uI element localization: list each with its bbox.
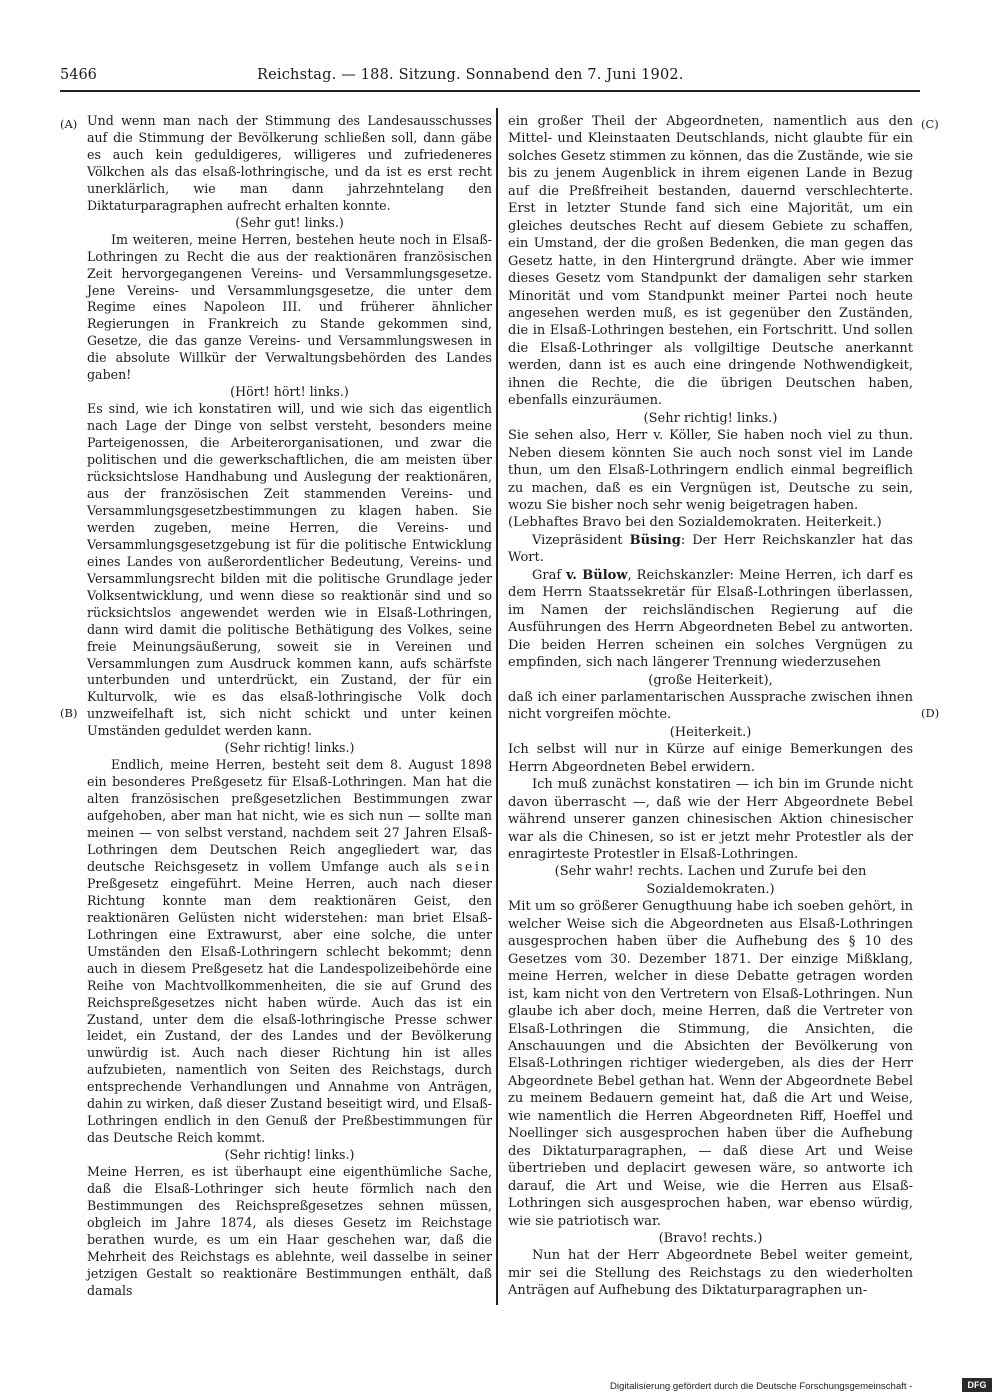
paragraph: Ich selbst will nur in Kürze auf einige Bemerkungen des Herrn Abgeordneten Bebel erwidern. [508, 742, 913, 775]
digitization-credit: Digitalisierung gefördert durch die Deutsche Forschungsgemeinschaft - [610, 1381, 913, 1392]
speaker-name: v. Bülow [566, 567, 628, 583]
interjection: (Lebhaftes Bravo bei den Sozialdemokraten. Heiterkeit.) [508, 515, 882, 531]
paragraph: Sie sehen also, Herr v. Köller, Sie haben noch viel zu thun. Neben diesem könnten Sie auch noch sonst viel im Lande thun, um den Elsaß-Lothringern endlich einmal begreiflich zu machen, daß es ein Vergnügen ist, Deutsche zu sein, wozu Sie bisher noch sehr wenig beigetragen haben. [508, 428, 913, 513]
header-rule [60, 90, 920, 92]
paragraph: Es sind, wie ich konstatiren will, und wie sich das eigentlich nach Lage der Dinge von selbst versteht, besonders meine Parteigenossen, die Arbeiterorganisationen, und zwar die politischen und die gewerkschaftlichen, die am meisten über rücksichtslose Handhabung und Auslegung der reaktionären, aus der französischen Zeit stammenden Vereins- und Versammlungsgesetzbestimmungen zu klagen haben. Sie werden zugeben, meine Herren, die Vereins- und Versammlungsgesetzgebung ist für die politische Entwicklung eines Landes von außerordentlicher Bedeutung, Vereins- und Versammlungsrecht bilden mit die politische Grundlage jeder Volksentwicklung, und wenn diese so reaktionär sind und so rücksichtslos angewendet werden wie in Elsaß-Lothringen, dann wird damit die politische Bethätigung des Volkes, seine freie Meinungsäußerung, soweit sie in Vereinen und Versammlungen zum Ausdruck kommen kann, aufs schärfste unterbunden und unterdrückt, ein Zustand, der für ein Kulturvolk, wie es das elsaß-lothringische Volk doch unzweifelhaft ist, sich nicht schickt und unter keinen Umständen geduldet werden kann. [87, 401, 492, 739]
speaker-role: Graf [532, 567, 567, 583]
paragraph-text: Endlich, meine Herren, besteht seit dem 8. August 1898 ein besonderes Preßgesetz für Elsaß-Lothringen. Man hat die alten französischen preßgesetzlichen Bestimmungen zwar aufgehoben, aber man hat nicht, wie es sich nun — sollte man meinen — von selbst verstand, nachdem seit 27 Jahren Elsaß-Lothringen dem Deutschen Reich angegliedert war, das deutsche Reichsgesetz in vollem Umfange auch als [87, 757, 492, 874]
margin-mark-c: (C) [921, 117, 939, 131]
paragraph-text: Preßgesetz eingeführt. Meine Herren, auch nach dieser Richtung konnte man dem reaktionären Geist, den reaktionären Gelüsten nicht widerstehen: man briet Elsaß-Lothringen eine Extrawurst, aber eine solche, die unter Umständen den Elsaß-Lothringern schlecht bekommt; denn auch in diesem Preßgesetz hat die Landespolizeibehörde eine Reihe von Machtvollkommenheiten, die sie auf Grund des Reichspreßgesetzes nicht haben würde. Auch das ist ein Zustand, unter dem die elsaß-lothringische Presse schwer leidet, ein Zustand, der des Landes und der Bevölkerung unwürdig ist. Auch nach dieser Richtung hin ist alles aufzubieten, namentlich von Seiten des Reichstags, durch entsprechende Verhandlungen und Annahme von Anträgen, dahin zu wirken, daß dieser Zustand beseitigt wird, und Elsaß-Lothringen endlich in den Genuß der Preßbestimmungen für das Deutsche Reich kommt. [87, 875, 492, 1146]
interjection: (Sehr richtig! links.) [224, 1147, 355, 1163]
paragraph: Und wenn man nach der Stimmung des Landesausschusses auf die Stimmung der Bevölkerung schließen soll, dann gäbe es auch kein geduldigeres, willigeres und zufriedeneres Völkchen als das elsaß-lothringische, und da ist es erst recht unerklärlich, wie man dann jahrzehntelang den Diktaturparagraphen aufrecht erhalten konnte. [87, 113, 492, 213]
paragraph: Ich muß zunächst konstatiren — ich bin im Grunde nicht davon überrascht —, daß wie der Herr Abgeordnete Bebel während unserer ganzen chinesischen Aktion chinesischer war als die Chinesen, so ist er jetzt mehr Protestler als der enragirteste Protestler in Elsaß-Lothringen. [508, 777, 913, 863]
paragraph-text: : Der Herr Reichskanzler hat das Wort. [508, 532, 913, 566]
paragraph: Meine Herren, es ist überhaupt eine eigenthümliche Sache, daß die Elsaß-Lothringer sich heute förmlich nach den Bestimmungen des Reichspreßgesetzes sehnen müssen, obgleich im Jahre 1874, als dieses Gesetz im Reichstage berathen wurde, es um ein Haar geschehen war, daß die Mehrheit des Reichstags es ablehnte, weil dasselbe in seiner jetzigen Gestalt so reaktionäre Bestimmungen enthält, daß damals [87, 1164, 492, 1298]
header-title: Reichstag. — 188. Sitzung. Sonnabend den 7. Juni 1902. [257, 67, 684, 83]
margin-mark-a: (A) [60, 117, 78, 131]
column-divider [496, 108, 498, 1305]
margin-mark-b: (B) [60, 706, 78, 720]
left-column [87, 113, 492, 1300]
right-column [508, 113, 913, 1300]
interjection: (Sehr wahr! rechts. Lachen und Zurufe bei den Sozialdemokraten.) [554, 864, 867, 897]
paragraph-text: , Reichskanzler: Meine Herren, ich darf es dem Herrn Staatssekretär für Elsaß-Lothringen überlassen, im Namen der reichsländischen Regierung auf die Ausführungen des Herrn Abgeordneten Bebel zu antworten. Die beiden Herren scheinen ein solches Vergnügen zu empfinden, sich nach längerer Trennung wiederzusehen [508, 567, 913, 671]
interjection: (Sehr gut! links.) [235, 214, 344, 230]
paragraph: Nun hat der Herr Abgeordnete Bebel weiter gemeint, mir sei die Stellung des Reichstags zu den wiederholten Anträgen auf Aufhebung des Diktaturparagraphen un- [508, 1248, 913, 1299]
speaker-role: Vizepräsident [532, 532, 630, 548]
paragraph: daß ich einer parlamentarischen Aussprache zwischen ihnen nicht vorgreifen möchte. [508, 689, 913, 723]
speaker-paragraph [508, 567, 913, 672]
page-number: 5466 [60, 67, 97, 83]
emphasized-word: sein [455, 858, 492, 874]
dfg-logo: DFG [962, 1378, 992, 1392]
interjection: (Hört! hört! links.) [230, 384, 349, 400]
interjection: (Heiterkeit.) [669, 724, 752, 740]
speaker-paragraph [508, 532, 913, 567]
paragraph: Mit um so größerer Genugthuung habe ich soeben gehört, in welcher Weise sich die Abgeordneten aus Elsaß-Lothringen ausgesprochen haben über die Aufhebung des § 10 des Gesetzes vom 30. Dezember 1871. Der einzige Mißklang, meine Herren, welcher in diese Debatte getragen worden ist, kam nicht von den Vertretern von Elsaß-Lothringen. Nun glaube ich aber doch, meine Herren, daß die Vertreter von Elsaß-Lothringen die Stimmung, die Ansichten, die Anschauungen und die Absichten der Bevölkerung von Elsaß-Lothringen richtiger wiedergeben, als dies der Herr Abgeordnete Bebel gethan hat. Wenn der Abgeordnete Bebel zu meinem Bedauern gemeint hat, daß die Art und Weise, wie namentlich die Herren Abgeordneten Riff, Hoeffel und Noellinger sich ausgesprochen haben über die Aufhebung des Diktaturparagraphen, — daß diese Art und Weise übertrieben und deplacirt gewesen wäre, so antworte ich darauf, die Art und Weise, wie die Herren aus Elsaß-Lothringen sich ausgesprochen haben, war ebenso würdig, wie sie patriotisch war. [508, 899, 913, 1229]
paragraph: ein großer Theil der Abgeordneten, namentlich aus den Mittel- und Kleinstaaten Deutschlands, nicht glaubte für ein solches Gesetz stimmen zu können, das die Zustände, wie sie bis zu jenem Augenblick in ihrem eigenen Lande in Bezug auf die Preßfreiheit bestanden, dauernd verschlechterte. Erst in letzter Stunde fand sich eine Majorität, um ein gleiches deutsches Recht auf diesem Gebiete zu schaffen, ein Umstand, der die großen Bedenken, die man gegen das Gesetz hatte, in den Hintergrund drängte. Aber wie immer dieses Gesetz vom Standpunkt der damaligen sehr starken Minorität und vom Standpunkt meiner Partei noch heute angesehen werden muß, es ist gegenüber den Zuständen, die in Elsaß-Lothringen bestehen, ein Fortschritt. Und sollen die Elsaß-Lothringer als vollgiltige Deutsche anerkannt werden, dann ist es auch eine dringende Nothwendigkeit, ihnen die Rechte, die die übrigen Deutschen haben, ebenfalls einzuräumen. [508, 114, 914, 409]
margin-mark-d: (D) [921, 706, 940, 720]
interjection: (große Heiterkeit), [648, 672, 773, 688]
interjection: (Sehr richtig! links.) [224, 740, 355, 756]
interjection: (Bravo! rechts.) [658, 1231, 763, 1246]
speaker-name: Büsing [629, 532, 681, 548]
paragraph [87, 757, 492, 1147]
interjection: (Sehr richtig! links.) [643, 410, 778, 426]
paragraph: Im weiteren, meine Herren, bestehen heute noch in Elsaß-Lothringen zu Recht die aus der reaktionären französischen Zeit hervorgegangenen Vereins- und Versammlungsgesetze. Jene Vereins- und Versammlungsgesetze, die unter dem Regime eines Napoleon III. und früherer ähnlicher Regierungen in Frankreich zu Stande gekommen sind, Gesetze, die das ganze Vereins- und Versammlungswesen in die absolute Willkür der Verwaltungsbehörden des Landes gaben! [87, 231, 492, 383]
